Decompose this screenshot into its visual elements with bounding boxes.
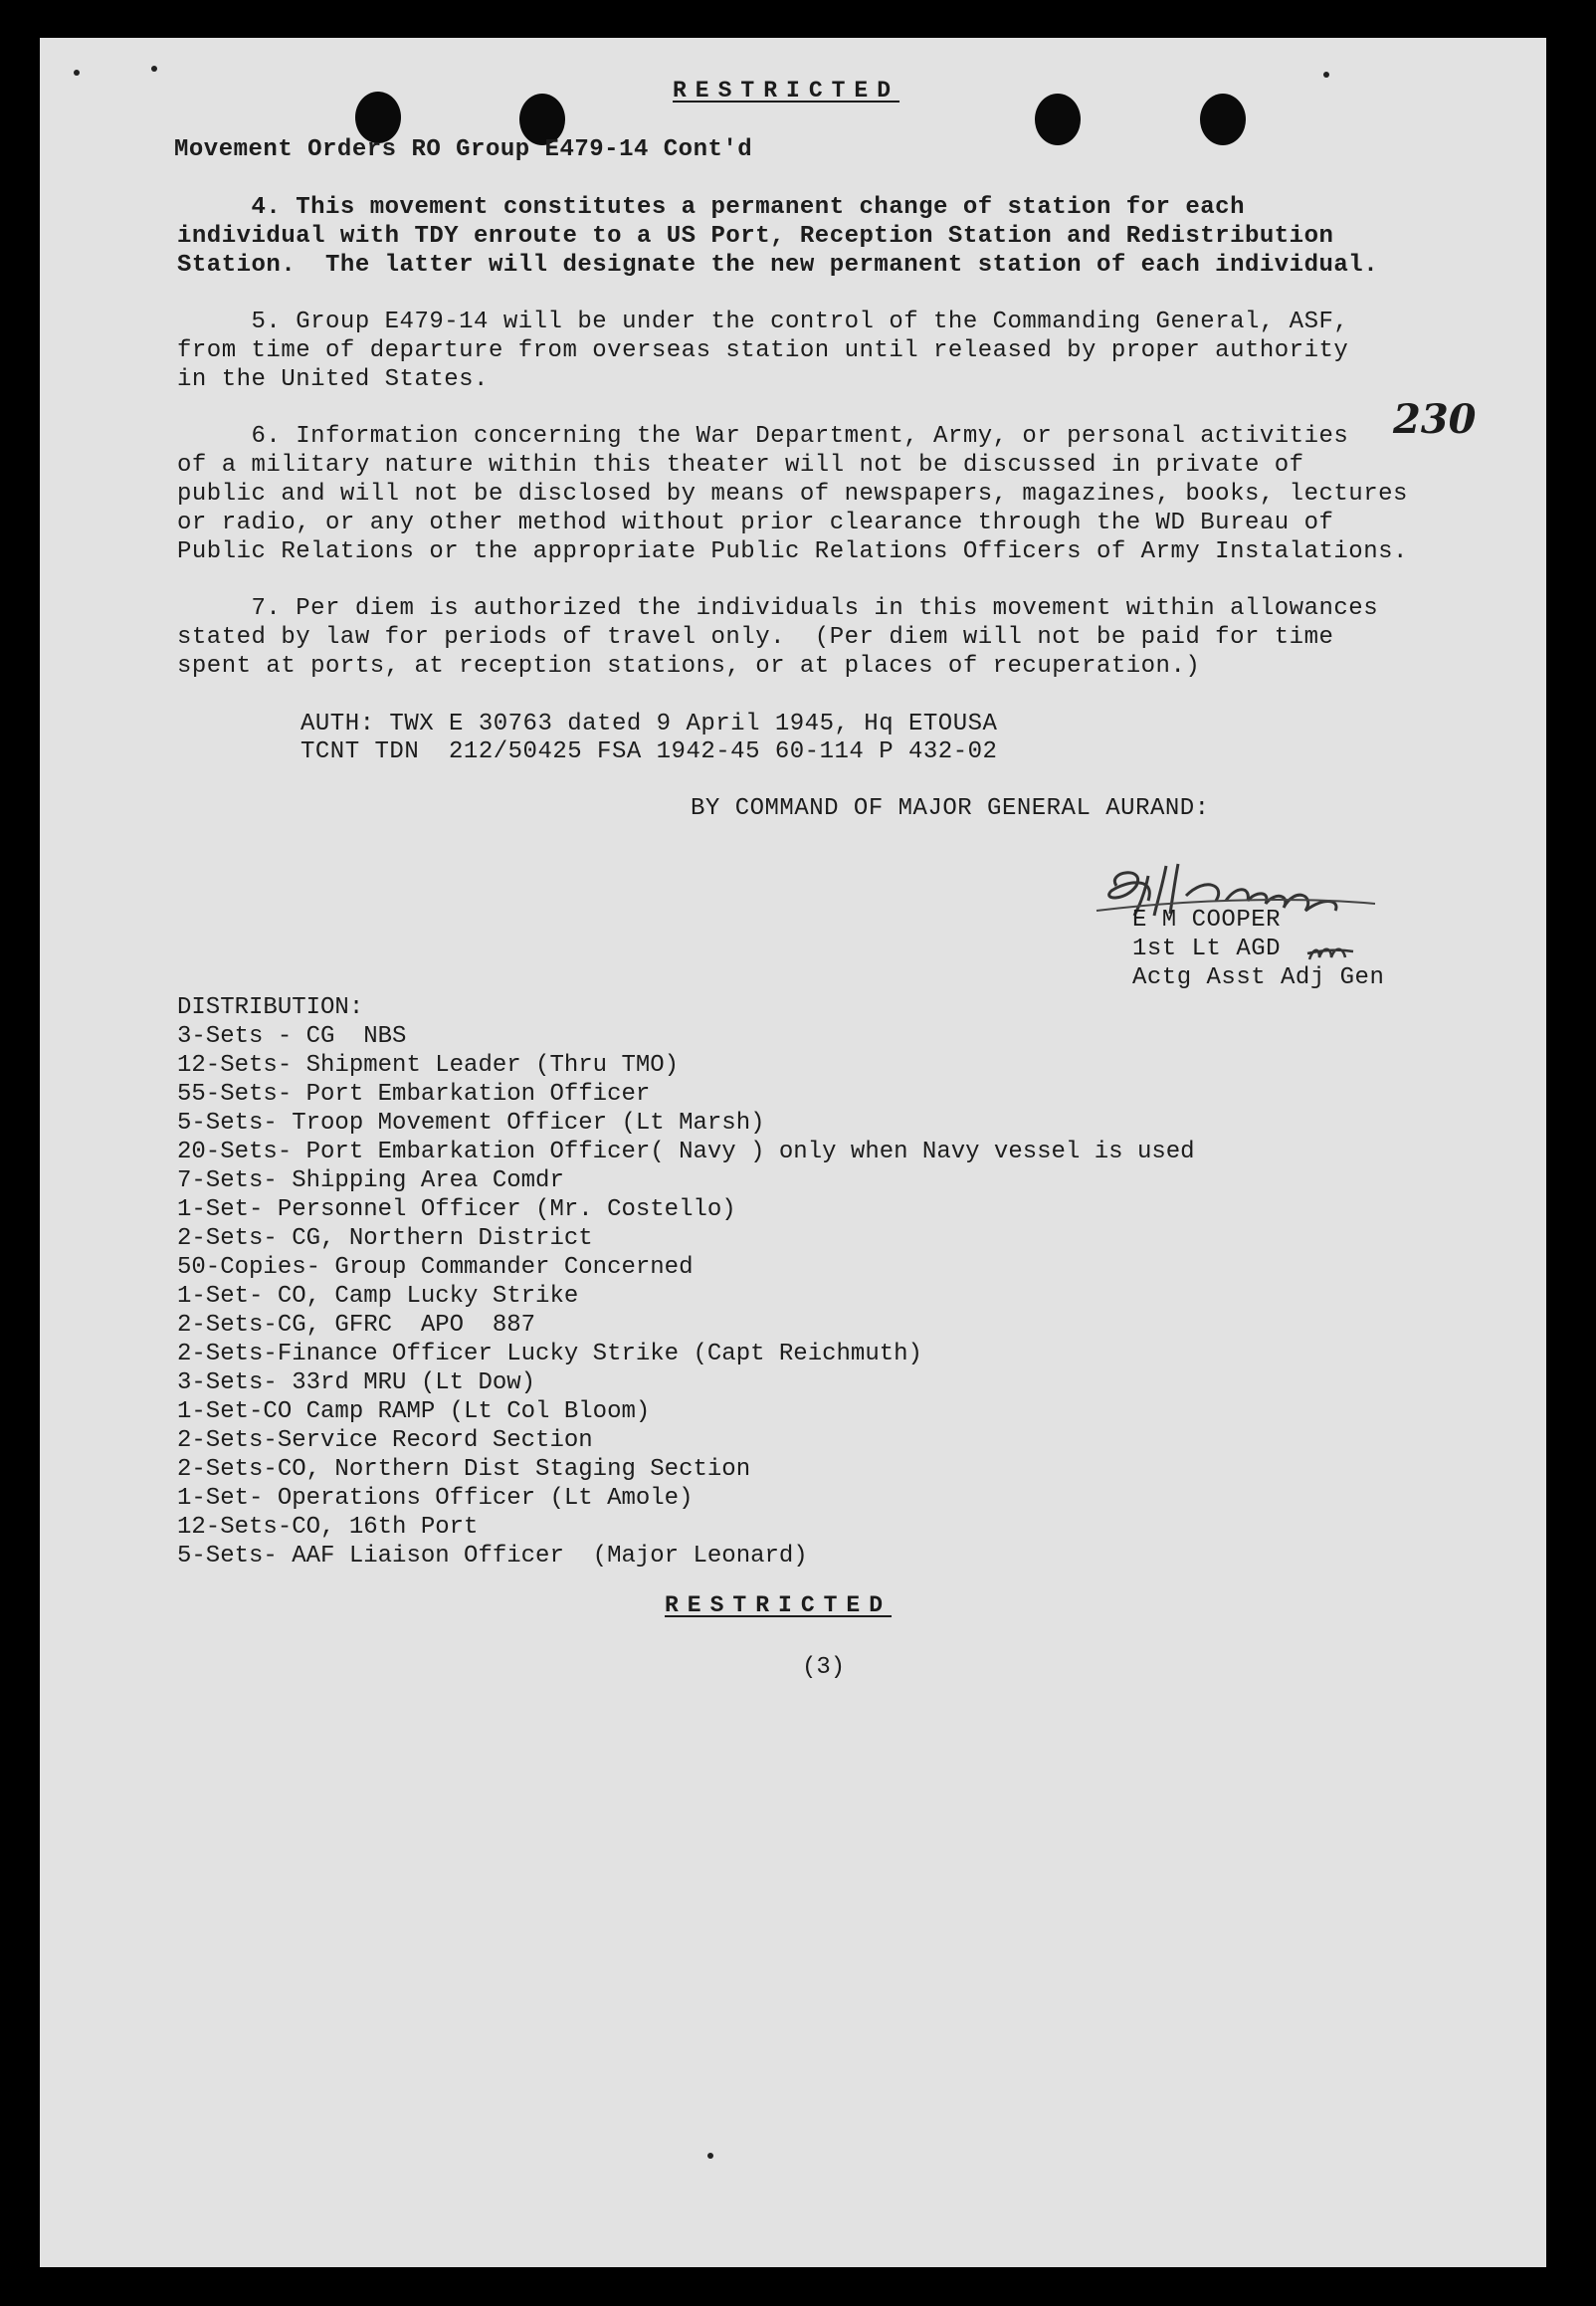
speck xyxy=(1323,72,1329,78)
command-line: BY COMMAND OF MAJOR GENERAL AURAND: xyxy=(691,795,1210,822)
paragraph-4-line: Station. The latter will designate the new permanent station of each individual. xyxy=(177,252,1379,279)
paragraph-5-line: from time of departure from overseas station until released by proper authority xyxy=(177,337,1349,364)
paragraph-7-line: stated by law for periods of travel only. (Per diem will not be paid for time xyxy=(177,624,1334,651)
page-stamp: 230 xyxy=(1393,396,1477,443)
distribution-item: 5-Sets- Troop Movement Officer (Lt Marsh) xyxy=(177,1110,765,1137)
distribution-item: 12-Sets- Shipment Leader (Thru TMO) xyxy=(177,1052,680,1079)
signer-rank: 1st Lt AGD xyxy=(1132,936,1282,962)
distribution-item: 2-Sets-CG, GFRC APO 887 xyxy=(177,1312,536,1339)
auth-line: AUTH: TWX E 30763 dated 9 April 1945, Hq ETOUSA xyxy=(300,711,998,737)
paragraph-6-line: 6. Information concerning the War Department, Army, or personal activities xyxy=(177,423,1349,450)
document-title: Movement Orders RO Group E479-14 Cont'd xyxy=(174,136,753,163)
distribution-item: 2-Sets- CG, Northern District xyxy=(177,1225,593,1252)
signer-name: E M COOPER xyxy=(1132,907,1282,934)
handwritten-initial xyxy=(1305,940,1355,965)
page-number: (3) xyxy=(802,1654,846,1681)
punch-hole xyxy=(1200,94,1246,145)
classification-header: RESTRICTED xyxy=(673,78,900,104)
speck xyxy=(707,2153,713,2159)
paragraph-5-line: in the United States. xyxy=(177,366,489,393)
punch-hole xyxy=(1035,94,1081,145)
document-page xyxy=(40,38,1546,2267)
distribution-item: 1-Set- Operations Officer (Lt Amole) xyxy=(177,1485,694,1512)
distribution-item: 2-Sets-Finance Officer Lucky Strike (Capt Reichmuth) xyxy=(177,1341,922,1367)
speck xyxy=(151,66,157,72)
distribution-item: 2-Sets-Service Record Section xyxy=(177,1427,593,1454)
distribution-item: 1-Set- Personnel Officer (Mr. Costello) xyxy=(177,1196,736,1223)
distribution-item: 3-Sets- 33rd MRU (Lt Dow) xyxy=(177,1369,536,1396)
paragraph-4-line: 4. This movement constitutes a permanent change of station for each xyxy=(177,194,1245,221)
signer-title: Actg Asst Adj Gen xyxy=(1132,964,1385,991)
distribution-item: 50-Copies- Group Commander Concerned xyxy=(177,1254,694,1281)
distribution-item: 3-Sets - CG NBS xyxy=(177,1023,407,1050)
distribution-item: 7-Sets- Shipping Area Comdr xyxy=(177,1167,564,1194)
paragraph-7-line: spent at ports, at reception stations, or at places of recuperation.) xyxy=(177,653,1201,680)
paragraph-7-line: 7. Per diem is authorized the individuals in this movement within allowances xyxy=(177,595,1379,622)
paragraph-6-line: of a military nature within this theater will not be discussed in private of xyxy=(177,452,1304,479)
paragraph-6-line: or radio, or any other method without prior clearance through the WD Bureau of xyxy=(177,510,1334,536)
distribution-item: 5-Sets- AAF Liaison Officer (Major Leonard) xyxy=(177,1543,808,1570)
paragraph-6-line: Public Relations or the appropriate Public Relations Officers of Army Instalations. xyxy=(177,538,1408,565)
distribution-item: 55-Sets- Port Embarkation Officer xyxy=(177,1081,651,1108)
distribution-list xyxy=(177,993,1195,1571)
paragraph-4-line: individual with TDY enroute to a US Port, Reception Station and Redistribution xyxy=(177,223,1334,250)
distribution-item: 1-Set- CO, Camp Lucky Strike xyxy=(177,1283,579,1310)
distribution-item: 2-Sets-CO, Northern Dist Staging Section xyxy=(177,1456,751,1483)
tdn-line: TCNT TDN 212/50425 FSA 1942-45 60-114 P 432-02 xyxy=(300,738,998,765)
distribution-item: 20-Sets- Port Embarkation Officer( Navy ) only when Navy vessel is used xyxy=(177,1139,1195,1165)
distribution-item: 1-Set-CO Camp RAMP (Lt Col Bloom) xyxy=(177,1398,651,1425)
paragraph-6-line: public and will not be disclosed by means of newspapers, magazines, books, lectures xyxy=(177,481,1408,508)
classification-footer: RESTRICTED xyxy=(665,1592,893,1618)
speck xyxy=(74,70,80,76)
distribution-item: 12-Sets-CO, 16th Port xyxy=(177,1514,479,1541)
paragraph-5-line: 5. Group E479-14 will be under the control of the Commanding General, ASF, xyxy=(177,309,1349,335)
distribution-heading: DISTRIBUTION: xyxy=(177,994,364,1021)
